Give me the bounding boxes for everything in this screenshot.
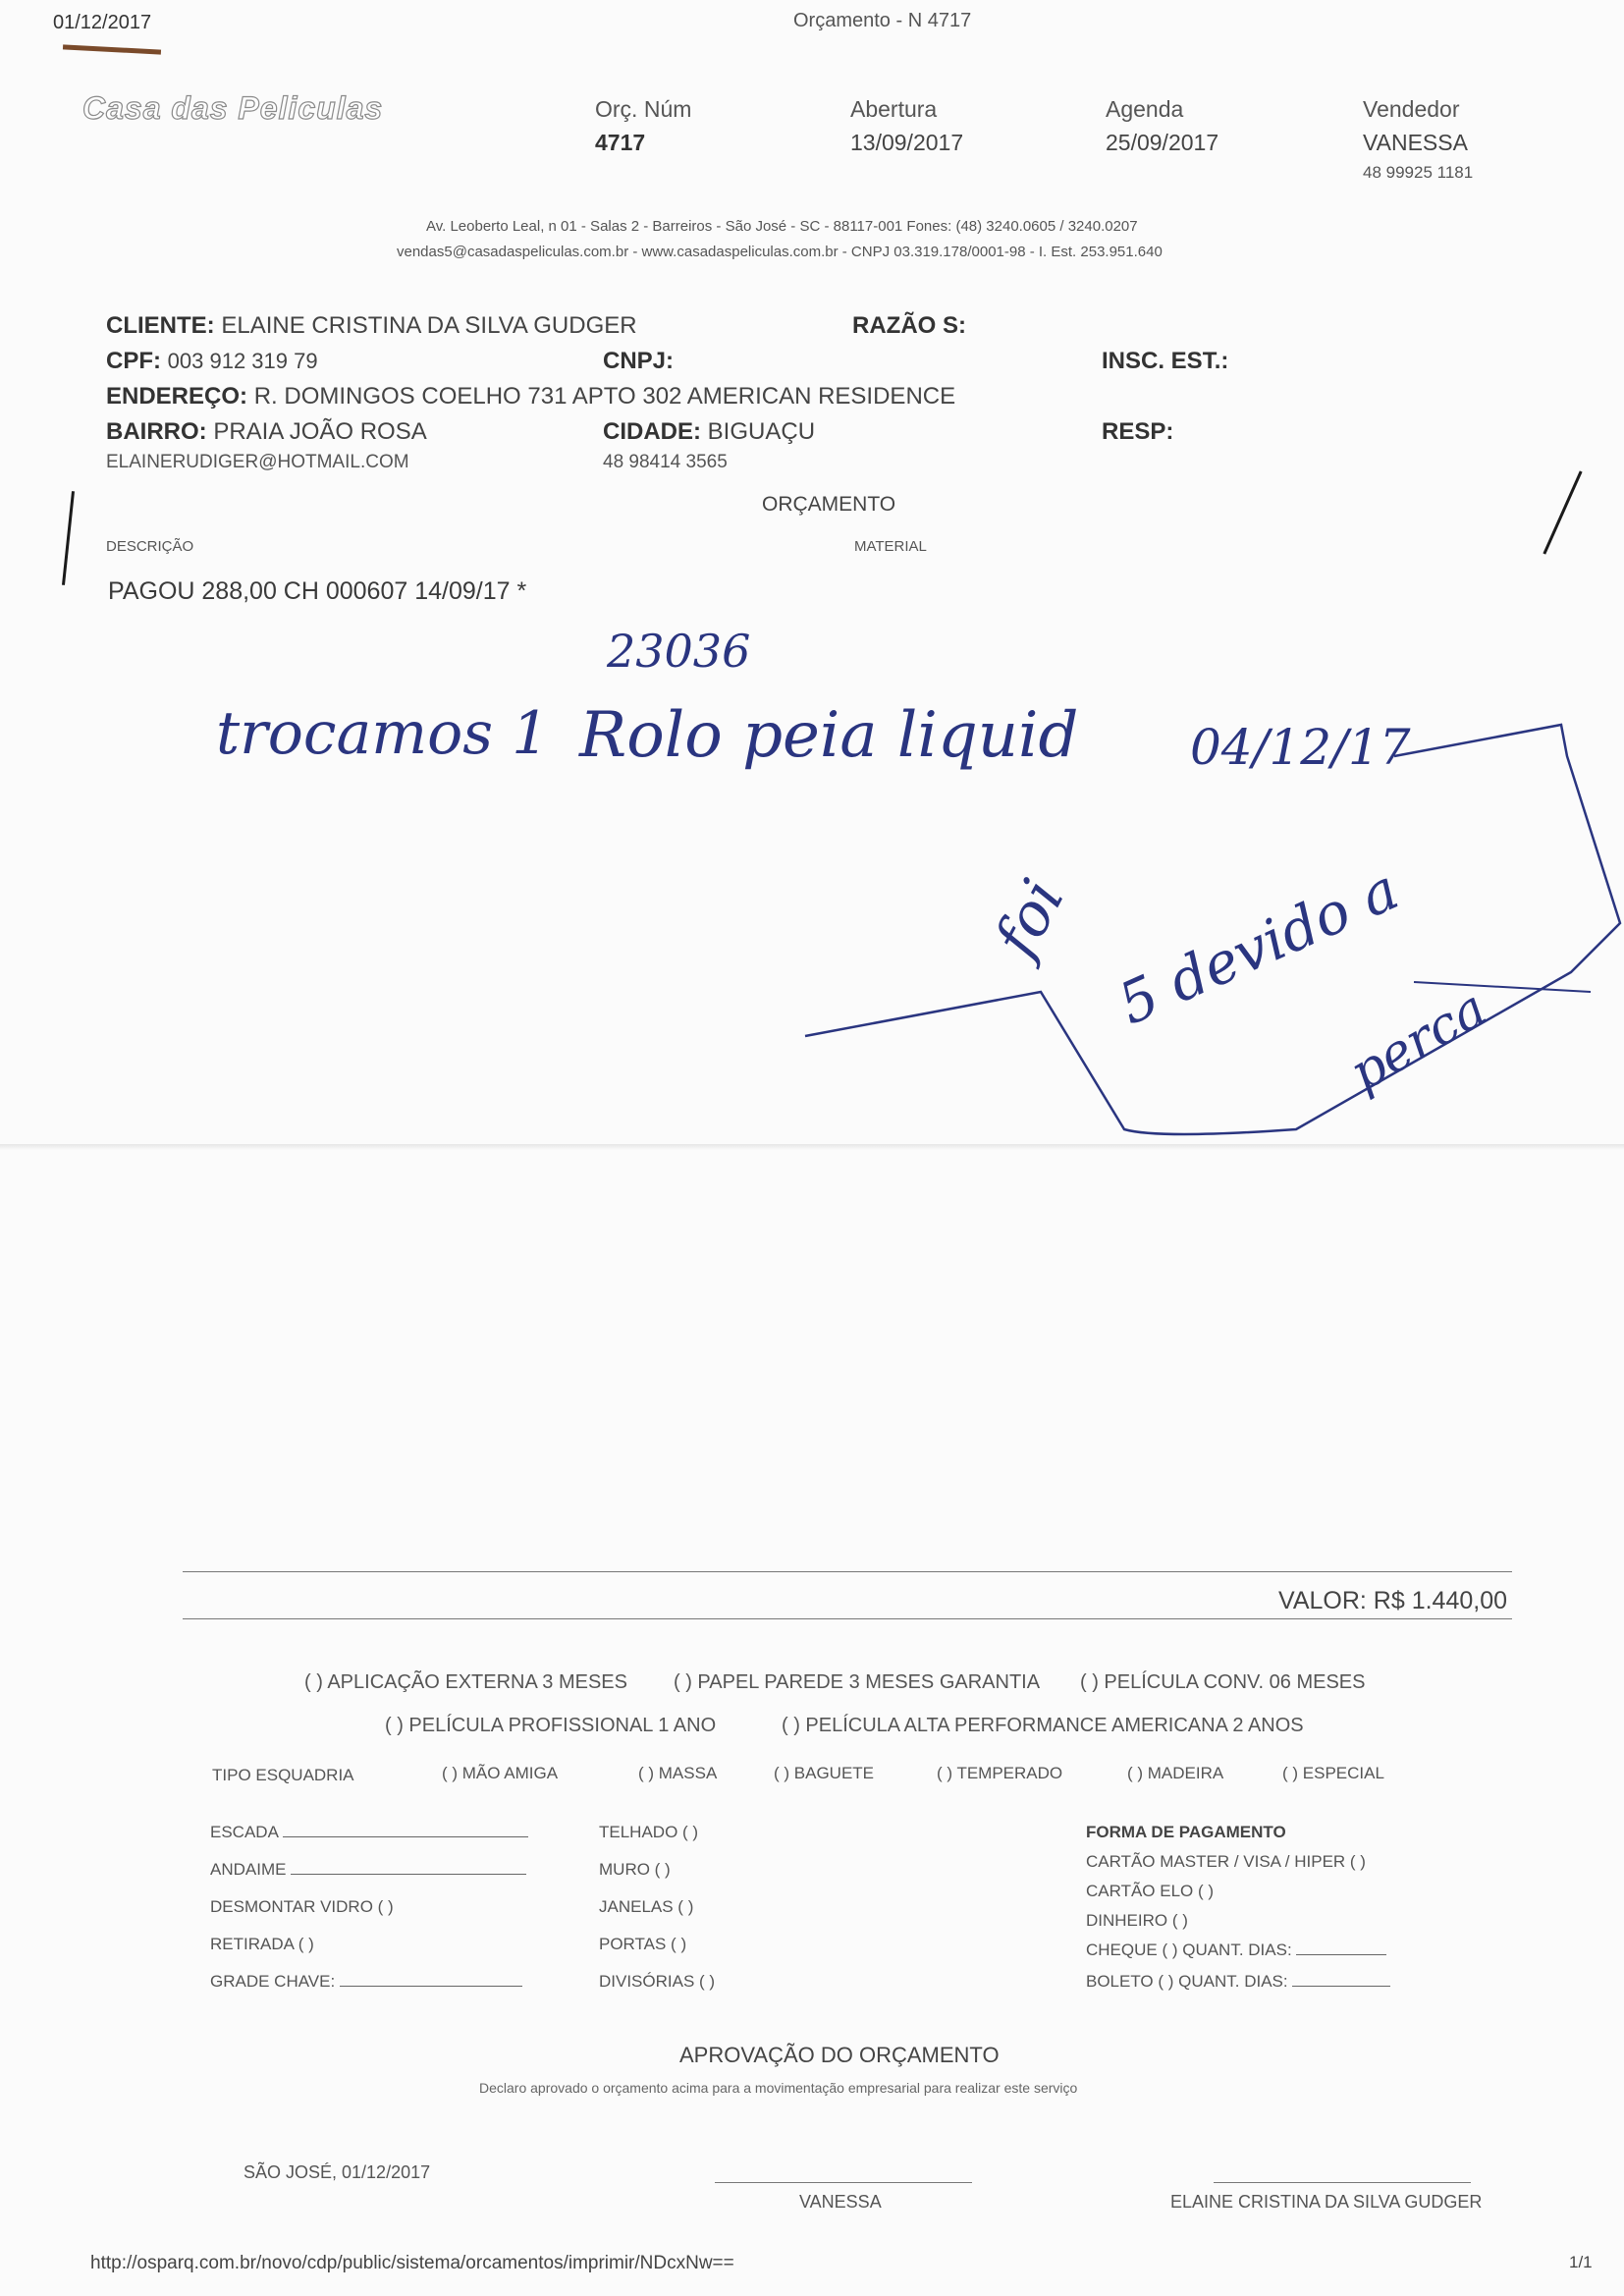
endereco-value: R. DOMINGOS COELHO 731 APTO 302 AMERICAN RESIDENCE <box>253 383 956 410</box>
grade-chave-field[interactable] <box>210 1972 522 1992</box>
option-aplicacao-externa[interactable]: ( ) APLICAÇÃO EXTERNA 3 MESES <box>304 1671 627 1693</box>
handwritten-note-b: Rolo peia liquid <box>579 699 1079 772</box>
handwritten-box-line2: perca <box>1339 978 1497 1104</box>
descricao-label: DESCRIÇÃO <box>106 538 194 555</box>
cpf-label: CPF: <box>106 348 161 374</box>
signer-vendedor: VANESSA <box>799 2192 882 2212</box>
company-contacts: vendas5@casadaspeliculas.com.br - www.casadaspeliculas.com.br - CNPJ 03.319.178/0001-98 - I. Est. 253.951.640 <box>397 244 1163 260</box>
tipo-baguete[interactable]: ( ) BAGUETE <box>774 1764 875 1782</box>
option-papel-parede[interactable]: ( ) PAPEL PAREDE 3 MESES GARANTIA <box>674 1671 1041 1693</box>
tipo-esquadria-label: TIPO ESQUADRIA <box>212 1766 354 1784</box>
cheque-label: CHEQUE ( ) QUANT. DIAS: <box>1086 1941 1292 1959</box>
company-logo: Casa das Peliculas <box>82 90 384 126</box>
option-pelicula-conv[interactable]: ( ) PELÍCULA CONV. 06 MESES <box>1080 1671 1366 1693</box>
divisorias-option[interactable]: DIVISÓRIAS ( ) <box>599 1972 716 1991</box>
razao-label: RAZÃO S: <box>852 312 966 339</box>
tipo-especial[interactable]: ( ) ESPECIAL <box>1282 1764 1384 1782</box>
vendedor-label: Vendedor <box>1363 96 1460 122</box>
escada-line <box>283 1836 528 1837</box>
signature-line-vendedor <box>715 2182 972 2183</box>
valor-row <box>1278 1587 1507 1615</box>
tipo-temperado[interactable]: ( ) TEMPERADO <box>937 1764 1063 1782</box>
aprovacao-title: APROVAÇÃO DO ORÇAMENTO <box>679 2043 1000 2067</box>
vendedor-value: VANESSA <box>1363 130 1468 155</box>
divider-top <box>183 1571 1512 1572</box>
abertura-value: 13/09/2017 <box>850 130 964 155</box>
company-address: Av. Leoberto Leal, n 01 - Salas 2 - Barreiros - São José - SC - 88117-001 Fones: (48) 3240.0605 / 3240.0207 <box>426 218 1138 235</box>
endereco-label: ENDEREÇO: <box>106 383 248 410</box>
option-pelicula-profissional[interactable]: ( ) PELÍCULA PROFISSIONAL 1 ANO <box>385 1715 717 1736</box>
cnpj-label: CNPJ: <box>603 348 675 374</box>
valor-value: R$ 1.440,00 <box>1373 1587 1508 1614</box>
portas-option[interactable]: PORTAS ( ) <box>599 1935 687 1953</box>
client-email: ELAINERUDIGER@HOTMAIL.COM <box>106 452 409 472</box>
handwritten-note-a: trocamos 1 <box>216 699 550 768</box>
andaime-label: ANDAIME <box>210 1860 287 1879</box>
signature-line-cliente <box>1214 2182 1471 2183</box>
agenda-value: 25/09/2017 <box>1106 130 1219 155</box>
handwritten-date: 04/12/17 <box>1190 719 1411 776</box>
tipo-madeira[interactable]: ( ) MADEIRA <box>1127 1764 1224 1782</box>
insc-label: INSC. EST.: <box>1102 348 1229 374</box>
vendedor-phone: 48 99925 1181 <box>1363 163 1474 182</box>
print-date: 01/12/2017 <box>53 12 152 33</box>
agenda-label: Agenda <box>1106 96 1184 122</box>
retirada-option[interactable]: RETIRADA ( ) <box>210 1935 314 1953</box>
escada-field[interactable] <box>210 1823 528 1842</box>
description-text: PAGOU 288,00 CH 000607 14/09/17 * <box>108 577 527 605</box>
escada-label: ESCADA <box>210 1823 278 1841</box>
footer-url[interactable]: http://osparq.com.br/novo/cdp/public/sistema/orcamentos/imprimir/NDcxNw== <box>90 2253 734 2273</box>
tipo-mao-amiga[interactable]: ( ) MÃO AMIGA <box>442 1764 559 1782</box>
pagamento-cheque[interactable] <box>1086 1941 1386 1960</box>
pagamento-cartao-master[interactable]: CARTÃO MASTER / VISA / HIPER ( ) <box>1086 1852 1366 1871</box>
aprovacao-declaration: Declaro aprovado o orçamento acima para a movimentação empresarial para realizar este serviço <box>479 2080 1078 2096</box>
resp-label: RESP: <box>1102 418 1174 445</box>
orc-num-value: 4717 <box>595 130 646 155</box>
cidade-value: BIGUAÇU <box>707 418 816 445</box>
client-phone: 48 98414 3565 <box>603 452 728 472</box>
pagamento-boleto[interactable] <box>1086 1972 1390 1992</box>
abertura-label: Abertura <box>850 96 938 122</box>
desmontar-vidro-option[interactable]: DESMONTAR VIDRO ( ) <box>210 1897 394 1916</box>
orc-num-label: Orç. Núm <box>595 96 692 122</box>
signer-cliente: ELAINE CRISTINA DA SILVA GUDGER <box>1170 2192 1483 2212</box>
option-pelicula-alta-performance[interactable]: ( ) PELÍCULA ALTA PERFORMANCE AMERICANA 2 ANOS <box>782 1715 1304 1736</box>
document-title: Orçamento - N 4717 <box>793 10 972 31</box>
andaime-line <box>291 1874 526 1875</box>
andaime-field[interactable] <box>210 1860 526 1880</box>
handwritten-code: 23036 <box>607 625 751 678</box>
grade-chave-label: GRADE CHAVE: <box>210 1972 336 1991</box>
boleto-label: BOLETO ( ) QUANT. DIAS: <box>1086 1972 1288 1991</box>
cliente-value: ELAINE CRISTINA DA SILVA GUDGER <box>221 312 637 339</box>
pagamento-dinheiro[interactable]: DINHEIRO ( ) <box>1086 1911 1188 1930</box>
cliente-label: CLIENTE: <box>106 312 215 339</box>
muro-option[interactable]: MURO ( ) <box>599 1860 671 1879</box>
place-date: SÃO JOSÉ, 01/12/2017 <box>244 2162 431 2182</box>
cheque-line <box>1296 1954 1386 1955</box>
material-label: MATERIAL <box>854 538 927 555</box>
divider-bottom <box>183 1618 1512 1619</box>
boleto-line <box>1292 1986 1390 1987</box>
grade-chave-line <box>340 1986 522 1987</box>
forma-pagamento-title: FORMA DE PAGAMENTO <box>1086 1823 1286 1841</box>
handwritten-box-line1: 5 devido a <box>1109 855 1408 1038</box>
cpf-value: 003 912 319 79 <box>167 349 318 373</box>
pagamento-cartao-elo[interactable]: CARTÃO ELO ( ) <box>1086 1882 1215 1900</box>
footer-page-number: 1/1 <box>1569 2253 1593 2271</box>
valor-label: VALOR: <box>1278 1587 1367 1614</box>
bairro-value: PRAIA JOÃO ROSA <box>213 418 427 445</box>
cidade-label: CIDADE: <box>603 418 701 445</box>
tipo-massa[interactable]: ( ) MASSA <box>638 1764 718 1782</box>
paper-fold <box>0 1144 1624 1150</box>
janelas-option[interactable]: JANELAS ( ) <box>599 1897 694 1916</box>
orcamento-title: ORÇAMENTO <box>762 493 896 516</box>
handwritten-foi: foi <box>981 868 1078 968</box>
bairro-label: BAIRRO: <box>106 418 207 445</box>
telhado-option[interactable]: TELHADO ( ) <box>599 1823 699 1841</box>
